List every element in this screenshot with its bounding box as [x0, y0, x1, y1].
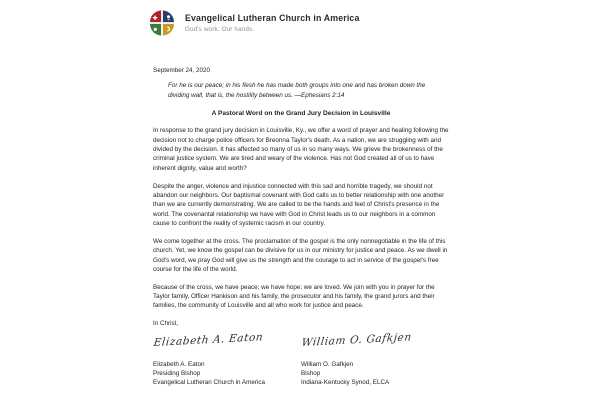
epigraph-text: For he is our peace; in his flesh he has made both groups into one and has broken down the dividing wall, that is, the hostility between us. [168, 82, 426, 99]
scripture-epigraph [168, 81, 434, 100]
signatory-role: Presiding Bishop [153, 369, 201, 377]
signatory-name: William O. Gafkjen [301, 360, 354, 368]
letterhead [148, 9, 360, 37]
paragraph-4: Because of the cross, we have peace; we have hope; we are loved. We join with you in prayer for the Taylor family, Officer Hankison and his family, the prosecutor and his family, the grand jurors and their families, the community of Louisville and all who work for justice and peace. [153, 283, 435, 310]
letter-closing: In Christ, [153, 320, 179, 328]
signatory-org: Indiana-Kentucky Synod, ELCA [301, 379, 390, 387]
epigraph-citation: —Ephesians 2:14 [294, 91, 345, 99]
signatory-info-gafkjen [301, 360, 449, 388]
signature-cell-right [300, 330, 449, 358]
signature-handwriting-gafkjen: William O. Gafkjen [300, 330, 413, 349]
signature-row [152, 330, 449, 358]
signatory-info-row [153, 360, 449, 388]
paragraph-2: Despite the anger, violence and injustice connected with this sad and horrible tragedy, we should not abandon our neighbors. Our baptismal covenant with God calls us to better relationship with one another than we are currently demonstrating. We are called to be the hands and feet of Christ's presence in the world. The covenantal relationship we have with God in Christ leads us to our neighbors in a common cause to confront the reality of systemic racism in our country. [153, 182, 445, 227]
org-tagline: God's work. Our hands. [185, 25, 255, 33]
emblem-cross-divider [149, 10, 175, 37]
signature-handwriting-eaton: Elizabeth A. Eaton [152, 330, 264, 349]
letter-body [153, 66, 449, 387]
signatory-org: Evangelical Lutheran Church in America [153, 379, 266, 387]
letterhead-lockup [185, 9, 360, 33]
elca-logo-icon [148, 9, 176, 37]
letter-title: A Pastoral Word on the Grand Jury Decision in Louisville [211, 110, 391, 118]
paragraph-3: We come together at the cross. The proclamation of the gospel is the only nonnegotiable in the life of this church. Yet, we know the gospel can be divisive for us in our ministry for justice and peace. As we dwell in God's word, we pray God will give us the strength and the courage to act in service of the gospel's free course for the life of the world. [153, 237, 448, 273]
signatory-name: Elizabeth A. Eaton [153, 360, 205, 368]
paragraph-1: In response to the grand jury decision in Louisville, Ky., we offer a word of prayer and healing following the decision not to charge police officers for Breonna Taylor's death. As a nation, we are struggling with and divided by the decision. It has affected so many of us in so many ways. We grieve the brokenness of the criminal justice system. We are tired and weary of the violence. Has not God created all of us to have inherent dignity, value and worth? [153, 127, 449, 172]
signatory-role: Bishop [301, 369, 321, 377]
signature-cell-left [152, 330, 301, 358]
org-name: Evangelical Lutheran Church in America [185, 13, 360, 23]
letter-date: September 24, 2020 [153, 67, 211, 74]
signatory-info-eaton [153, 360, 301, 388]
